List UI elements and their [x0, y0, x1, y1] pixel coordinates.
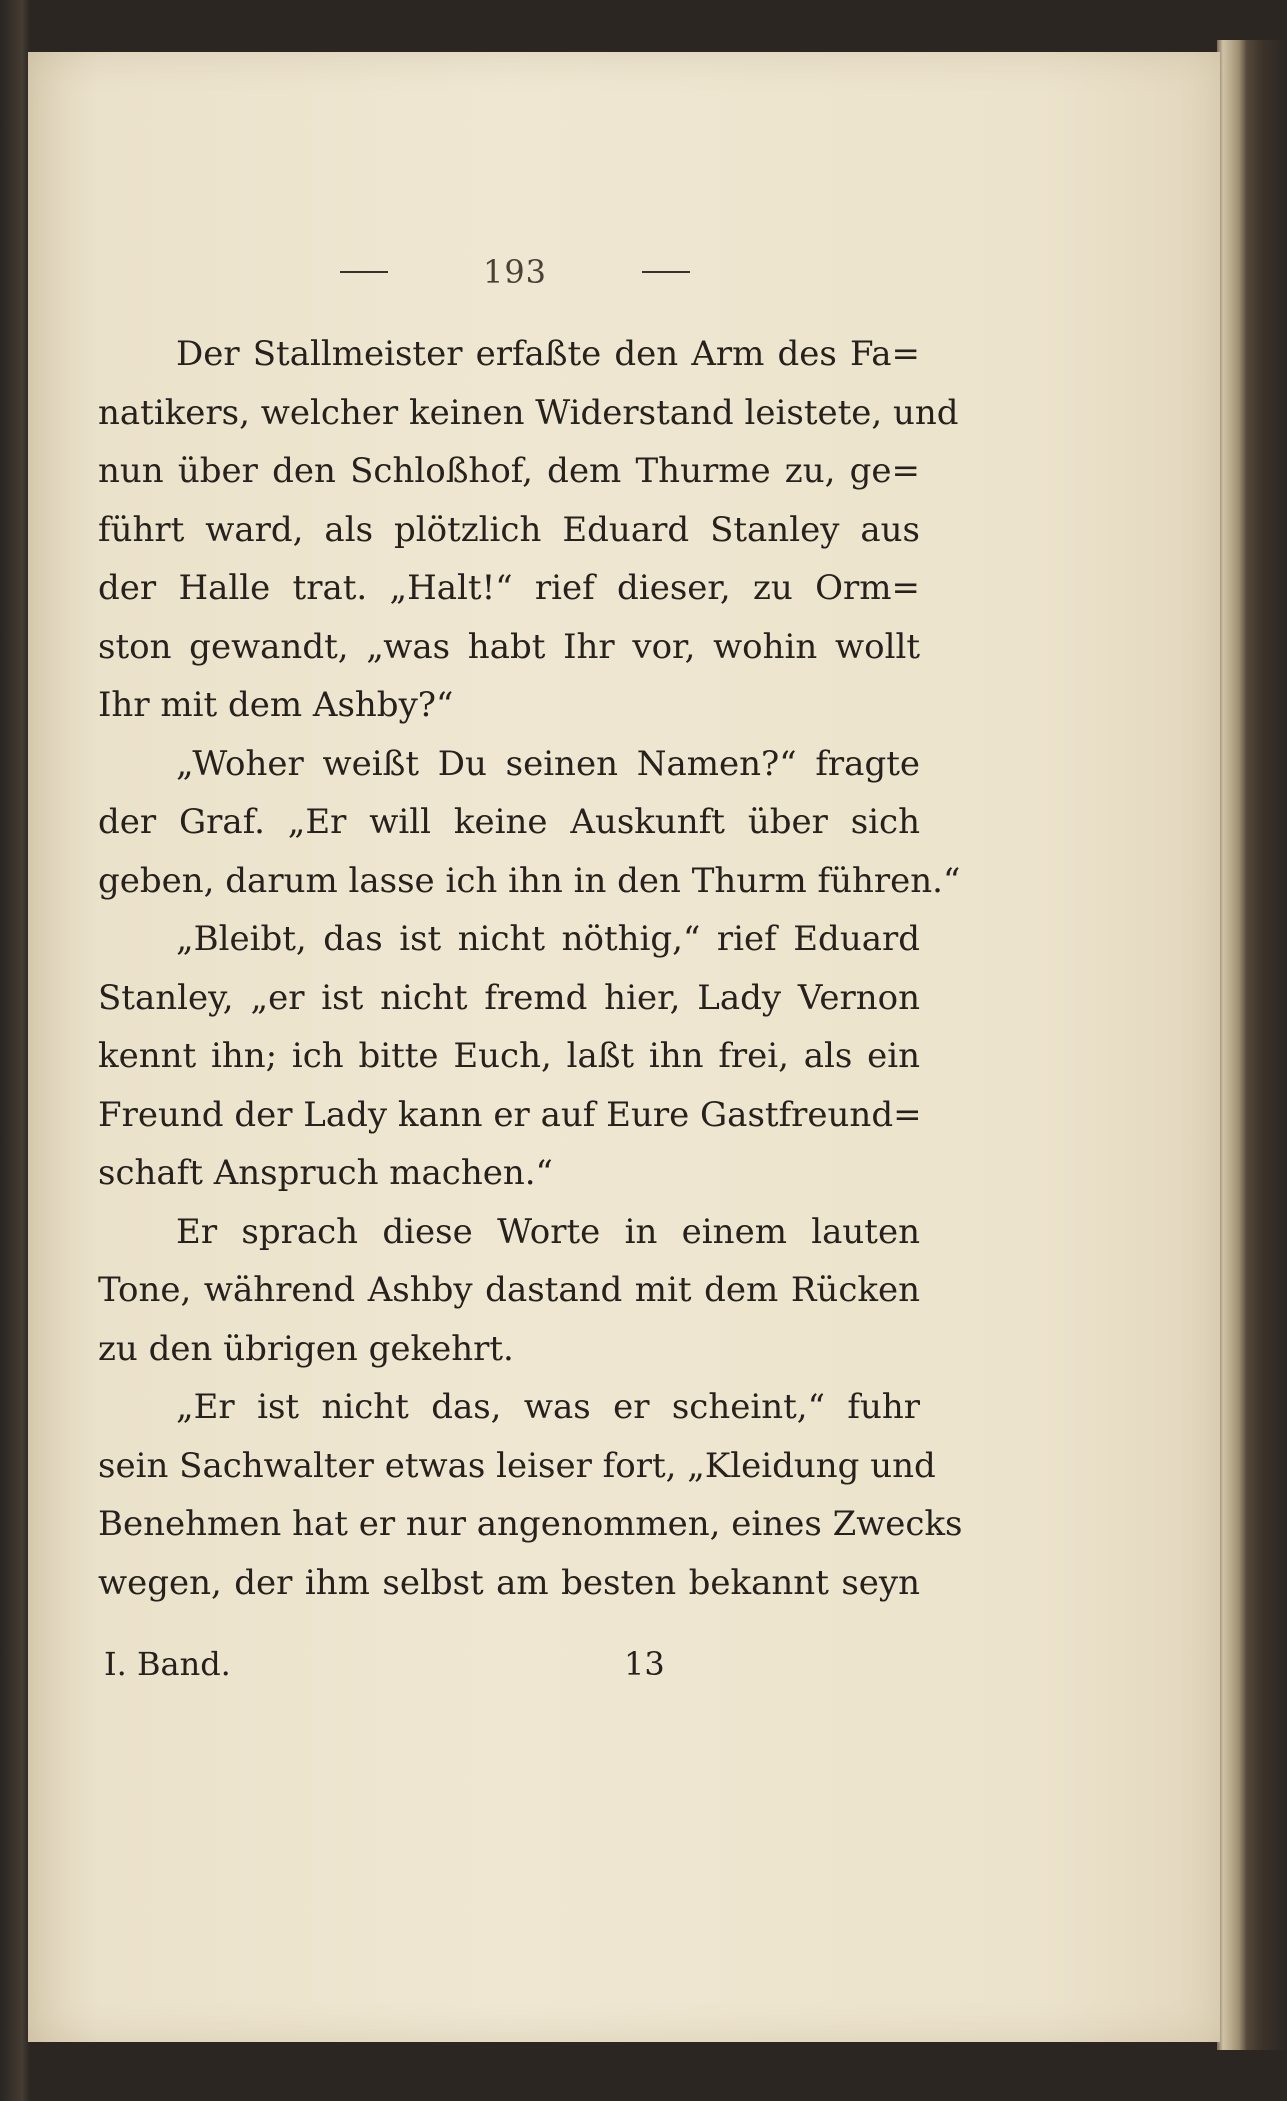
page-footer — [104, 1645, 664, 1689]
text-line: zu den übrigen gekehrt. — [98, 1328, 514, 1369]
page-header — [340, 252, 690, 292]
text-line: ston gewandt, „was habt Ihr vor, wohin wollt — [98, 626, 920, 667]
page-number: 193 — [482, 253, 548, 291]
text-line: Ihr mit dem Ashby?“ — [98, 685, 454, 725]
text-line: schaft Anspruch machen.“ — [98, 1153, 553, 1193]
volume-label: I. Band. — [104, 1645, 231, 1683]
body-text — [98, 325, 963, 1612]
header-dash-left — [340, 271, 388, 273]
text-line: wegen, der ihm selbst am besten bekannt seyn — [98, 1562, 920, 1603]
text-line: der Halle trat. „Halt!“ rief dieser, zu Orm= — [98, 568, 920, 608]
text-line: „Bleibt, das ist nicht nöthig,“ rief Eduard — [176, 919, 920, 959]
text-line: Tone, während Ashby dastand mit dem Rücken — [98, 1270, 920, 1310]
text-line: „Woher weißt Du seinen Namen?“ fragte — [176, 743, 920, 784]
text-line: kennt ihn; ich bitte Euch, laßt ihn frei, als ein — [98, 1036, 920, 1076]
text-line: nun über den Schloßhof, dem Thurme zu, ge= — [98, 451, 920, 491]
text-line: Stanley, „er ist nicht fremd hier, Lady Vernon — [98, 977, 920, 1018]
header-dash-right — [642, 271, 690, 273]
signature-mark: 13 — [624, 1645, 665, 1683]
text-line: „Er ist nicht das, was er scheint,“ fuhr — [176, 1387, 920, 1427]
text-line: Freund der Lady kann er auf Eure Gastfreund= — [98, 1094, 922, 1135]
text-line: sein Sachwalter etwas leiser fort, „Kleidung und — [98, 1445, 936, 1486]
text-line: führt ward, als plötzlich Eduard Stanley aus — [98, 509, 920, 550]
text-line: Der Stallmeister erfaßte den Arm des Fa= — [176, 334, 920, 374]
text-line: Benehmen hat er nur angenommen, eines Zwecks — [98, 1504, 963, 1544]
text-line: Er sprach diese Worte in einem lauten — [176, 1211, 920, 1252]
text-line: der Graf. „Er will keine Auskunft über sich — [98, 802, 920, 842]
book-edge — [1217, 40, 1287, 2050]
text-line: natikers, welcher keinen Widerstand leistete, und — [98, 392, 959, 433]
text-line: geben, darum lasse ich ihn in den Thurm führen.“ — [98, 860, 961, 901]
